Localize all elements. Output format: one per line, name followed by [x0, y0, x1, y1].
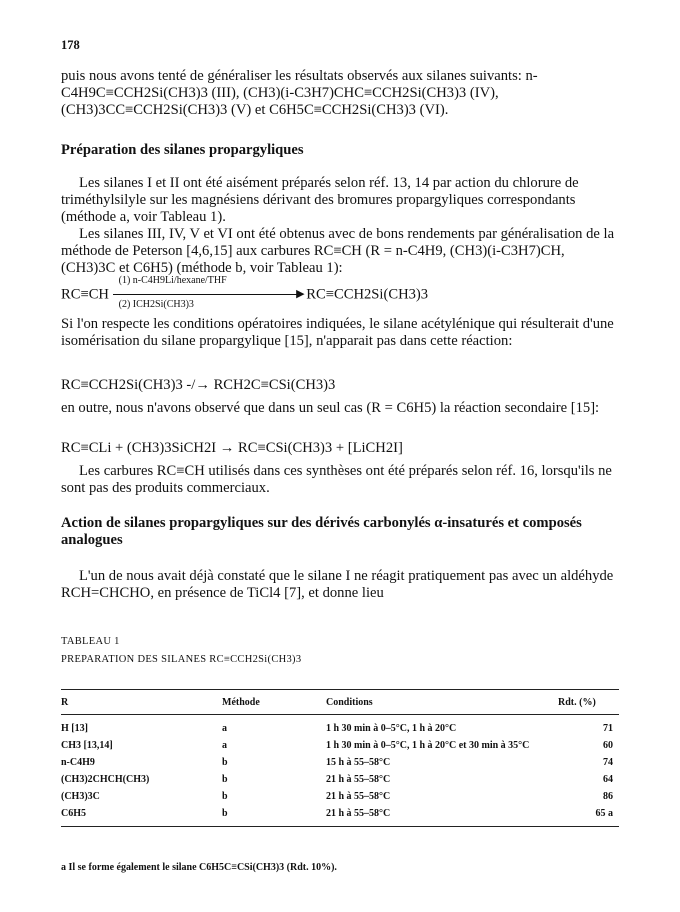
cell-r: n-C4H9 — [61, 757, 95, 768]
table-header-row — [61, 690, 619, 715]
cell-yield: 64 — [603, 774, 613, 785]
intro-paragraph: puis nous avons tenté de généraliser les résultats observés aux silanes suivants: n-C4H9C≡CCH2Si(CH3)3 (III), (CH3)(i-C3H7)CHC≡CCH2Si(CH3)3 (IV), (CH3)3CC≡CCH2Si(CH3)3 (V) et C6H5C≡CCH2Si(CH3)3 (VI). — [61, 68, 538, 118]
column-header-conditions: Conditions — [326, 690, 558, 715]
reaction-isomerisation: RC≡CCH2Si(CH3)3 -/→ RCH2C≡CSi(CH3)3 — [61, 377, 336, 393]
cell-method: a — [222, 723, 227, 734]
cell-method: a — [222, 740, 227, 751]
cell-method: b — [222, 757, 228, 768]
table-row — [61, 805, 619, 827]
cell-r: H [13] — [61, 723, 88, 734]
cell-conditions: 1 h 30 min à 0–5°C, 1 h à 20°C — [326, 723, 457, 734]
page-number: 178 — [61, 38, 80, 52]
cell-yield: 60 — [603, 740, 613, 751]
cell-yield: 71 — [603, 723, 613, 734]
cell-yield: 65 a — [558, 805, 619, 827]
arrow-reagent-1: (1) n-C4H9Li/hexane/THF — [118, 275, 227, 286]
reactant: RC≡CH — [61, 286, 109, 303]
table-footnote: a Il se forme également le silane C6H5C≡CSi(CH3)3 (Rdt. 10%). — [61, 862, 337, 873]
table-row — [61, 788, 619, 805]
cell-method: b — [222, 774, 228, 785]
table-label: TABLEAU 1 — [61, 636, 120, 647]
cell-r: (CH3)2CHCH(CH3) — [61, 774, 150, 785]
column-header-yield: Rdt. (%) — [558, 690, 619, 715]
table-title: PREPARATION DES SILANES RC≡CCH2Si(CH3)3 — [61, 654, 302, 665]
table-row — [61, 737, 619, 754]
cell-yield: 86 — [603, 791, 613, 802]
column-header-r: R — [61, 690, 222, 715]
cell-method: b — [222, 791, 228, 802]
product: RC≡CCH2Si(CH3)3 — [306, 286, 429, 303]
paragraph-carbures: Les carbures RC≡CH utilisés dans ces synthèses ont été préparés selon réf. 16, lorsqu'ils ne sont pas des produits commerciaux. — [61, 463, 612, 496]
cell-r: CH3 [13,14] — [61, 740, 113, 751]
cell-conditions: 1 h 30 min à 0–5°C, 1 h à 20°C et 30 min à 35°C — [326, 740, 530, 751]
cell-r: C6H5 — [61, 805, 222, 827]
paragraph-secondary: en outre, nous n'avons observé que dans un seul cas (R = C6H5) la réaction secondaire [15]: — [61, 400, 600, 416]
cell-conditions: 15 h à 55–58°C — [326, 757, 391, 768]
column-header-method: Méthode — [222, 690, 326, 715]
table-row — [61, 715, 619, 738]
paragraph-silanes-iii-vi: Les silanes III, IV, V et VI ont été obtenus avec de bons rendements par généralisation de la méthode de Peterson [4,6,15] aux carbures RC≡CH (R = n-C4H9, (CH3)(i-C3H7)CH, (CH3)3C et C6H5) (méthode b, voir Tableau 1): — [61, 226, 615, 276]
paragraph-silane-i: L'un de nous avait déjà constaté que le silane I ne réagit pratiquement pas avec un aldéhyde RCH=CHCHO, en présence de TiCl4 [7], et donne lieu — [61, 568, 614, 601]
cell-yield: 74 — [603, 757, 613, 768]
cell-conditions: 21 h à 55–58°C — [326, 805, 558, 827]
table-row — [61, 771, 619, 788]
body-paragraphs — [61, 175, 621, 277]
reaction-scheme-peterson — [61, 275, 621, 310]
table-row — [61, 754, 619, 771]
cell-method: b — [222, 805, 326, 827]
paragraph-isomerisation: Si l'on respecte les conditions opératoires indiquées, le silane acétylénique qui résulterait d'une isomérisation du silane propargylique [15], n'apparait pas dans cette réaction: — [61, 316, 614, 349]
section-heading-action: Action de silanes propargyliques sur des dérivés carbonylés α-insaturés et composés analogues — [61, 515, 582, 548]
arrow-reagent-2: (2) ICH2Si(CH3)3 — [118, 299, 194, 310]
paragraph-silanes-i-ii: Les silanes I et II ont été aisément préparés selon réf. 13, 14 par action du chlorure de triméthylsilyle sur les magnésiens dérivant des bromures propargyliques correspondants (méthode a, voir Tableau 1). — [61, 175, 579, 225]
cell-r: (CH3)3C — [61, 791, 100, 802]
preparation-table — [61, 689, 619, 827]
reaction-arrow: (1) n-C4H9Li/hexane/THF ▶ (2) ICH2Si(CH3)3 — [113, 285, 303, 305]
section-heading-preparation: Préparation des silanes propargyliques — [61, 142, 304, 158]
reaction-secondary: RC≡CLi + (CH3)3SiCH2I → RC≡CSi(CH3)3 + [LiCH2I] — [61, 440, 403, 456]
cell-conditions: 21 h à 55–58°C — [326, 774, 391, 785]
cell-conditions: 21 h à 55–58°C — [326, 791, 391, 802]
